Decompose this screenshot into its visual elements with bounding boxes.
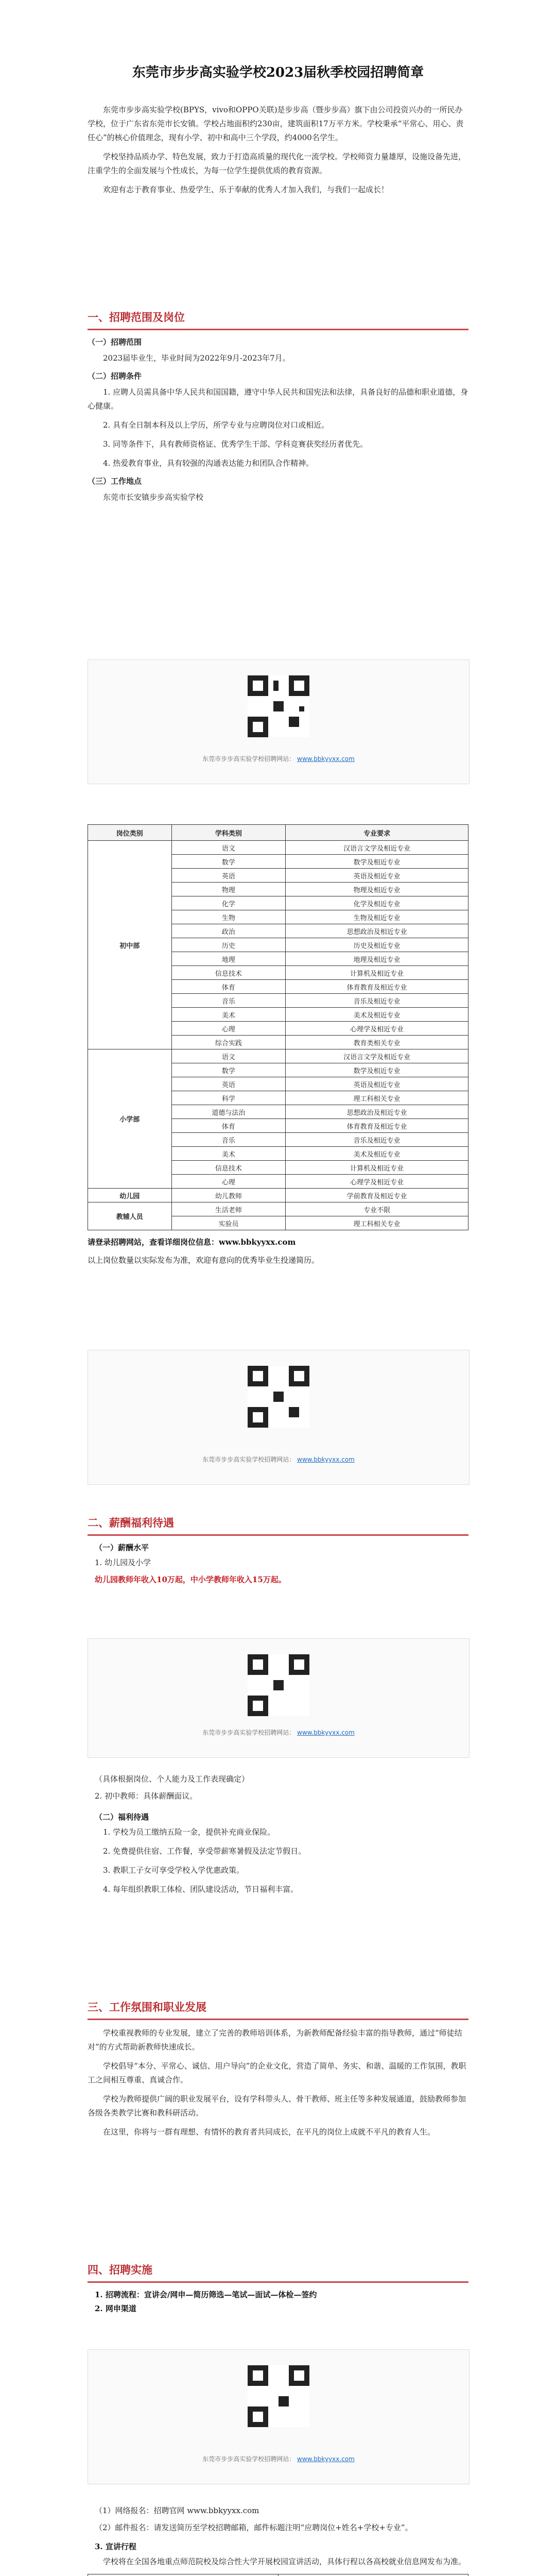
table-cell: 英语 [171,869,286,883]
qr-caption-text: 东莞市步步高实验学校招聘网站： [202,1729,296,1736]
table-cell: 数学及相近专业 [286,1063,468,1077]
qr-link[interactable]: www.bbkyyxx.com [297,2455,355,2463]
table-cell: 历史 [171,938,286,952]
paragraph: 学校为教师提供广阔的职业发展平台，设有学科带头人、骨干教师、班主任等多种发展通道，鼓励教师参加各级各类教学比赛和教科研活动。 [88,2094,466,2117]
table-cell: 数学及相近专业 [286,855,468,869]
table-header-row [88,2574,468,2576]
text-line: （具体根据岗位、个人能力及工作表现确定） [95,1774,250,1784]
table-cell: 教育类相关专业 [286,1036,468,1049]
table-cell: 语文 [171,841,286,855]
table-cell: 道德与法治 [171,1105,286,1119]
qr-link[interactable]: www.bbkyyxx.com [297,755,355,762]
table-note: 请登录招聘网站，查看详细岗位信息：www.bbkyyxx.com [88,1238,296,1247]
table-header-cell: 岗位类别 [88,825,172,841]
section-heading: 一、招聘范围及岗位 [88,311,185,324]
paragraph: 学校重视教师的专业发展，建立了完善的教师培训体系，为新教师配备经验丰富的指导教师，通过“师徒结对”的方式帮助新教师快速成长。 [88,2028,462,2052]
qr-caption-text: 东莞市步步高实验学校招聘网站： [202,2455,296,2463]
qr-caption [88,1728,469,1737]
text-line: 1. 幼儿园及小学 [95,1558,151,1567]
qr-box [88,2349,470,2484]
section-divider [88,2281,468,2283]
qr-code-icon [248,1654,309,1716]
highlight-line: 幼儿园教师年收入10万起，中小学教师年收入15万起。 [95,1575,286,1584]
table-header-cell: 专业要求 [286,825,468,841]
qr-caption [88,2454,469,2463]
table-row [88,1049,468,1063]
table-cell: 英语及相近专业 [286,1077,468,1091]
table-cell: 汉语言文学及相近专业 [286,841,468,855]
table-cell: 生活老师 [171,1202,286,1216]
table-cell: 化学 [171,896,286,910]
table-cell: 美术及相近专业 [286,1147,468,1161]
paragraph: 在这里，你将与一群有理想、有情怀的教育者共同成长，在平凡的岗位上成就不平凡的教育人生。 [103,2127,436,2137]
page-title: 东莞市步步高实验学校2023届秋季校园招聘简章 [132,65,424,80]
table-cell: 生物 [171,910,286,924]
paragraph: 3. 同等条件下，具有教师资格证、优秀学生干部、学科竞赛获奖经历者优先。 [103,439,368,449]
table-cell: 体育 [171,980,286,994]
paragraph: 4. 热爱教育事业，具有较强的沟通表达能力和团队合作精神。 [103,459,314,468]
table-cell: 生物及相近专业 [286,910,468,924]
table-cell: 音乐 [171,1133,286,1147]
qr-link[interactable]: www.bbkyyxx.com [297,1729,355,1736]
table-category-cell: 小学部 [88,1049,172,1189]
table-cell: 汉语言文学及相近专业 [286,1049,468,1063]
table-cell: 计算机及相近专业 [286,966,468,980]
qr-box [88,1638,470,1758]
section-salary [88,1515,468,1590]
intro-paragraph: 欢迎有志于教育事业、热爱学生、乐于奉献的优秀人才加入我们，与我们一起成长！ [103,185,389,194]
section-divider [88,329,468,330]
table-cell: 地理 [171,952,286,966]
table-cell: 体育教育及相近专业 [286,980,468,994]
table-cell: 心理 [171,1022,286,1036]
table-cell: 体育 [171,1119,286,1133]
qr-caption-text: 东莞市步步高实验学校招聘网站： [202,755,296,762]
qr-box [88,659,470,784]
section-implementation-cont [88,2504,468,2576]
subheading: 1. 招聘流程：宣讲会/网申—简历筛选—笔试—面试—体检—签约 [95,2290,317,2299]
paragraph: 2. 具有全日制本科及以上学历，所学专业与应聘岗位对口或相近。 [103,420,329,430]
section-heading: 二、薪酬福利待遇 [88,1516,174,1529]
table-cell: 心理 [171,1175,286,1189]
qr-box [88,1350,470,1485]
table-cell: 英语及相近专业 [286,869,468,883]
table-cell: 语文 [171,1049,286,1063]
table-cell: 心理学及相近专业 [286,1175,468,1189]
text-line: （2）邮件报名：请发送简历至学校招聘邮箱，邮件标题注明“应聘岗位+姓名+学校+专业”。 [95,2523,413,2532]
table-cell: 物理 [171,883,286,896]
subheading: 2. 网申渠道 [95,2304,136,2313]
section-divider [88,1534,468,1536]
table-cell: 美术及相近专业 [286,1008,468,1022]
subheading: （一）招聘范围 [88,337,142,347]
table-cell: 思想政治及相近专业 [286,1105,468,1119]
table-cell: 音乐及相近专业 [286,1133,468,1147]
table-cell: 思想政治及相近专业 [286,924,468,938]
section-recruit-scope [88,309,468,510]
section-implementation [88,2262,468,2317]
positions-table-block [88,824,468,1272]
subheading: 3. 宣讲行程 [95,2542,136,2551]
table-category-cell: 教辅人员 [88,1202,172,1230]
qr-caption [88,754,469,763]
paragraph: 1. 应聘人员需具备中华人民共和国国籍，遵守中华人民共和国宪法和法律，具备良好的品德和职业道德，身心健康。 [88,387,468,411]
section-heading: 三、工作氛围和职业发展 [88,2001,206,2013]
table-cell: 音乐 [171,994,286,1008]
table-row [88,841,468,855]
subheading: （二）福利待遇 [95,1812,149,1822]
table-category-cell: 幼儿园 [88,1189,172,1202]
table-cell: 实验员 [171,1216,286,1230]
table-header-cell: 学科类别 [171,825,286,841]
paragraph: 学校将在全国各地重点师范院校及综合性大学开展校园宣讲活动，具体行程以各高校就业信息网发布为准。 [103,2557,466,2566]
table-cell: 理工科相关专业 [286,1216,468,1230]
table-note: 以上岗位数量以实际发布为准，欢迎有意向的优秀毕业生投递简历。 [88,1256,320,1265]
section-salary-cont [88,1772,468,1902]
intro-block [88,103,468,202]
section-heading: 四、招聘实施 [88,2263,152,2276]
table-row [88,1189,468,1202]
subheading: （二）招聘条件 [88,371,142,381]
positions-table [88,824,468,1230]
table-cell: 地理及相近专业 [286,952,468,966]
qr-caption [88,1455,469,1464]
subheading: （一）薪酬水平 [95,1543,149,1552]
table-cell: 计算机及相近专业 [286,1161,468,1175]
table-cell: 物理及相近专业 [286,883,468,896]
paragraph: 4. 每年组织教职工体检、团队建设活动，节日福利丰富。 [103,1885,299,1894]
qr-caption-text: 东莞市步步高实验学校招聘网站： [202,1456,296,1463]
paragraph: 学校倡导“本分、平常心、诚信、用户导向”的企业文化，营造了简单、务实、和谐、温暖的工作氛围，教职工之间相互尊重、真诚合作。 [88,2061,466,2084]
section-atmosphere [88,1999,468,2144]
table-cell: 综合实践 [171,1036,286,1049]
paragraph: 东莞市长安镇步步高实验学校 [103,493,204,502]
table-cell: 英语 [171,1077,286,1091]
table-cell: 美术 [171,1147,286,1161]
table-cell: 专业不限 [286,1202,468,1216]
table-cell: 美术 [171,1008,286,1022]
table-cell: 信息技术 [171,1161,286,1175]
text-line: 2. 初中教师：具体薪酬面议。 [95,1791,198,1801]
table-cell: 化学及相近专业 [286,896,468,910]
table-cell: 信息技术 [171,966,286,980]
text-line: （1）网络报名：招聘官网 www.bbkyyxx.com [95,2506,259,2515]
table-header-cell [88,2574,279,2576]
paragraph: 2. 免费提供住宿、工作餐，享受带薪寒暑假及法定节假日。 [103,1846,306,1856]
paragraph: 1. 学校为员工缴纳五险一金，提供补充商业保险。 [103,1827,275,1837]
table-cell: 体育教育及相近专业 [286,1119,468,1133]
subheading: （三）工作地点 [88,477,142,486]
paragraph: 2023届毕业生，毕业时间为2022年9月-2023年7月。 [103,353,290,363]
table-row [88,1202,468,1216]
tour-table [88,2574,468,2576]
table-cell: 数学 [171,855,286,869]
qr-code-icon [248,2365,309,2427]
qr-code-icon [248,1366,309,1428]
table-cell: 数学 [171,1063,286,1077]
intro-paragraph: 东莞市步步高实验学校(BPYS，vivo和OPPO关联)是步步高（暨步步高）旗下由公司投资兴办的一所民办学校，位于广东省东莞市长安镇。学校占地面积约230亩，建筑面积17万平方米。学校秉承“平常心、用心、责任心”的核心价值理念，现有小学、初中和高中三个学段，约4000名学生。 [88,105,464,142]
table-cell: 科学 [171,1091,286,1105]
qr-code-icon [248,675,309,737]
paragraph: 3. 教职工子女可享受学校入学优惠政策。 [103,1866,245,1875]
qr-link[interactable]: www.bbkyyxx.com [297,1456,355,1463]
intro-paragraph: 学校坚持品质办学、特色发展，致力于打造高质量的现代化一流学校。学校师资力量雄厚，设施设备先进，注重学生的全面发展与个性成长，为每一位学生提供优质的教育资源。 [88,152,466,175]
table-cell: 幼儿教师 [171,1189,286,1202]
table-cell: 学前教育及相近专业 [286,1189,468,1202]
table-cell: 政治 [171,924,286,938]
table-cell: 音乐及相近专业 [286,994,468,1008]
table-header-cell [278,2574,468,2576]
title-block [88,62,468,81]
table-cell: 历史及相近专业 [286,938,468,952]
table-cell: 心理学及相近专业 [286,1022,468,1036]
table-category-cell: 初中部 [88,841,172,1049]
section-divider [88,2019,468,2020]
table-cell: 理工科相关专业 [286,1091,468,1105]
table-header-row [88,825,468,841]
